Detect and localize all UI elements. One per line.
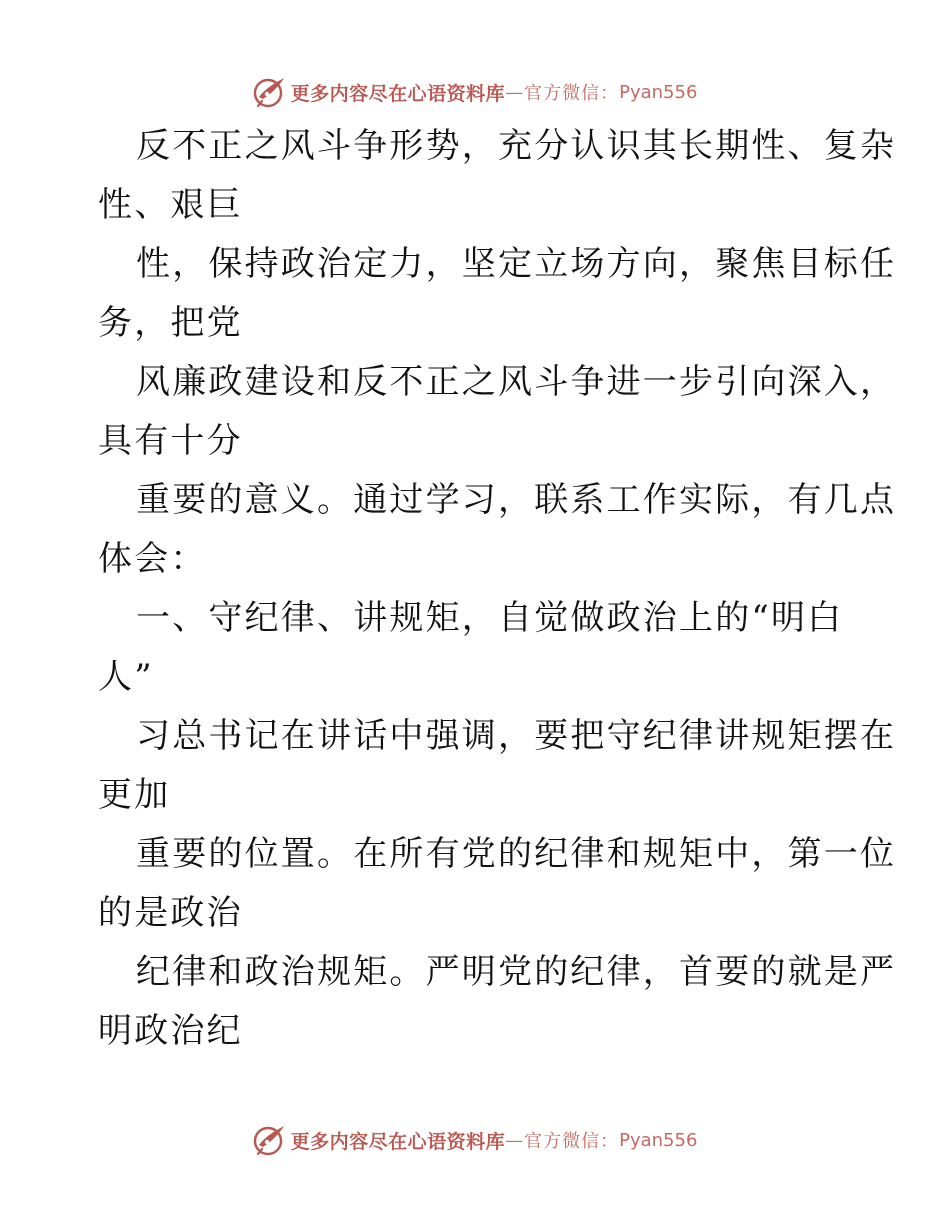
- watermark-dash: —: [505, 81, 525, 103]
- quill-logo-icon: [253, 75, 287, 109]
- paragraph-line: 体会：: [98, 539, 207, 579]
- paragraph-line: 务，把党: [98, 303, 243, 343]
- paragraph-line: 风廉政建设和反不正之风斗争进一步引向深入，: [136, 362, 897, 402]
- watermark-dash: —: [505, 1129, 525, 1151]
- paragraph-line: 纪律和政治规矩。严明党的纪律，首要的就是严: [136, 952, 897, 992]
- section-heading-line: 人”: [98, 657, 154, 697]
- watermark-site-name: 更多内容尽在心语资料库: [290, 1130, 506, 1153]
- section-heading-line: 一、守纪律、讲规矩，自觉做政治上的“明白: [136, 598, 844, 638]
- quill-logo-icon: [253, 1123, 287, 1157]
- watermark-wechat-label: 官方微信：: [524, 83, 620, 104]
- paragraph-line: 性，保持政治定力，坚定立场方向，聚焦目标任: [136, 244, 897, 284]
- watermark-site-name: 更多内容尽在心语资料库: [290, 82, 506, 105]
- paragraph-line: 具有十分: [98, 421, 243, 461]
- watermark-wechat-id: Pyan556: [619, 81, 698, 103]
- paragraph-line: 反不正之风斗争形势，充分认识其长期性、复杂: [136, 126, 897, 166]
- paragraph-line: 更加: [98, 775, 171, 815]
- paragraph-line: 的是政治: [98, 893, 243, 933]
- paragraph-line: 明政治纪: [98, 1011, 243, 1051]
- watermark-wechat-id: Pyan556: [619, 1129, 698, 1151]
- paragraph-line: 习总书记在讲话中强调，要把守纪律讲规矩摆在: [136, 716, 897, 756]
- watermark-wechat-label: 官方微信：: [524, 1131, 620, 1152]
- paragraph-line: 重要的意义。通过学习，联系工作实际，有几点: [136, 480, 897, 520]
- paragraph-line: 性、艰巨: [98, 185, 243, 225]
- footer-watermark: [0, 1120, 950, 1160]
- paragraph-line: 重要的位置。在所有党的纪律和规矩中，第一位: [136, 834, 897, 874]
- header-watermark: [0, 72, 950, 112]
